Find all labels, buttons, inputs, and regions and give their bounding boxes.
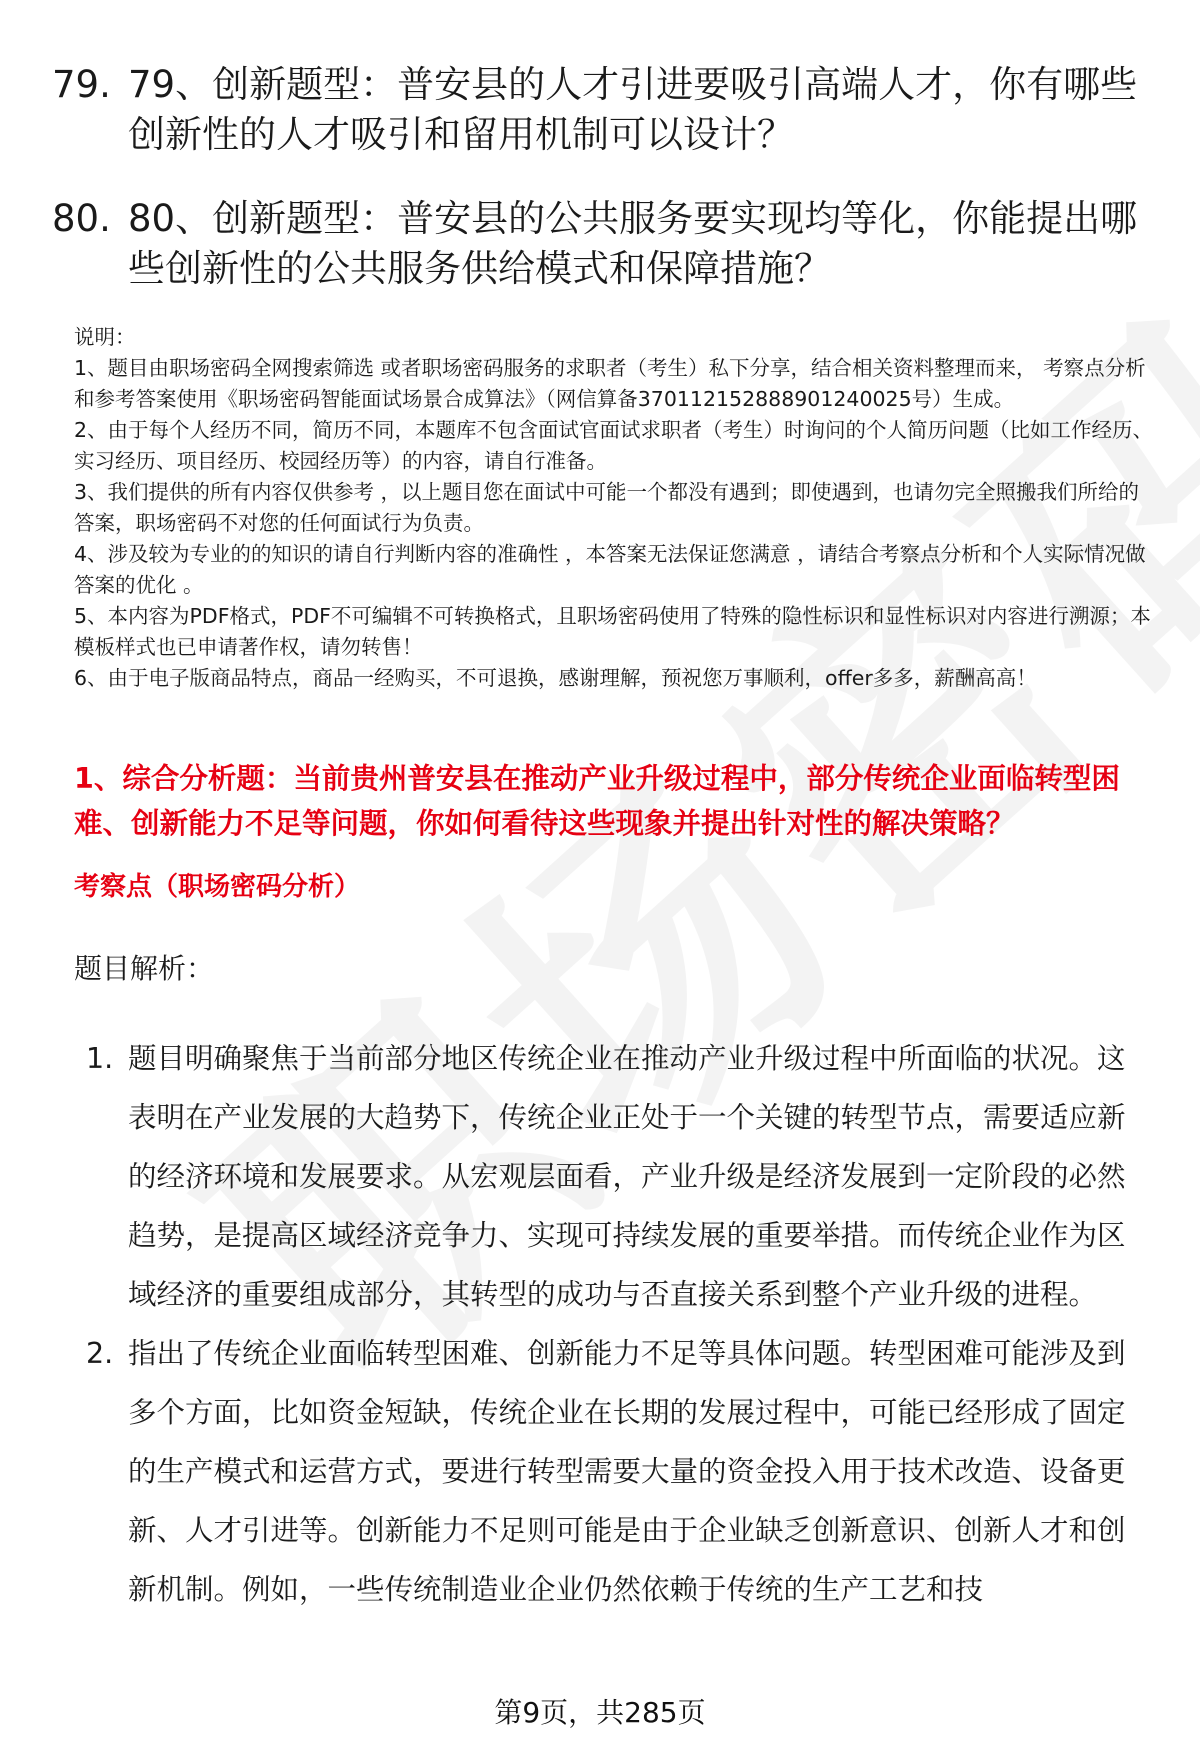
note-line: 1、题目由职场密码全网搜索筛选 或者职场密码服务的求职者（考生）私下分享，结合相关资料整理而来， 考察点分析和参考答案使用《职场密码智能面试场景合成算法》（网信算备370112152888901240025号）生成。 <box>74 356 1146 411</box>
note-line: 6、由于电子版商品特点，商品一经购买，不可退换，感谢理解，预祝您万事顺利，offer多多，薪酬高高！ <box>74 666 1037 690</box>
analysis-item <box>86 1029 1146 1324</box>
analysis-text: 指出了传统企业面临转型困难、创新能力不足等具体问题。转型困难可能涉及到多个方面，比如资金短缺，传统企业在长期的发展过程中，可能已经形成了固定的生产模式和运营方式，要进行转型需要大量的资金投入用于技术改造、设备更新、人才引进等。创新能力不足则可能是由于企业缺乏创新意识、创新人才和创新机制。例如，一些传统制造业企业仍然依赖于传统的生产工艺和技 <box>128 1337 1126 1606</box>
key-point-heading: 考察点（职场密码分析） <box>74 872 361 902</box>
analysis-number: 1. <box>86 1042 114 1075</box>
question-text: 80、创新题型：普安县的公共服务要实现均等化，你能提出哪些创新性的公共服务供给模式和保障措施？ <box>128 197 1138 290</box>
notes-section <box>74 322 1154 694</box>
question-list <box>52 60 1152 328</box>
question-number: 80. <box>52 197 111 240</box>
note-line: 2、由于每个人经历不同，简历不同，本题库不包含面试官面试求职者（考生）时询问的个人简历问题（比如工作经历、实习经历、项目经历、校园经历等）的内容，请自行准备。 <box>74 418 1154 473</box>
page-footer: 第9页，共285页 <box>494 1696 706 1729</box>
question-item <box>52 60 1152 160</box>
note-line: 5、本内容为PDF格式，PDF不可编辑不可转换格式，且职场密码使用了特殊的隐性标识和显性标识对内容进行溯源；本模板样式也已申请著作权，请勿转售！ <box>74 604 1151 659</box>
note-line: 3、我们提供的所有内容仅供参考 ，以上题目您在面试中可能一个都没有遇到；即使遇到，也请勿完全照搬我们所给的答案，职场密码不对您的任何面试行为负责。 <box>74 480 1140 535</box>
question-item <box>52 194 1152 294</box>
analysis-label: 题目解析： <box>74 952 215 985</box>
question-text: 79、创新题型：普安县的人才引进要吸引高端人才，你有哪些创新性的人才吸引和留用机制可以设计？ <box>128 63 1138 156</box>
main-question: 1、综合分析题：当前贵州普安县在推动产业升级过程中，部分传统企业面临转型困难、创新能力不足等问题，你如何看待这些现象并提出针对性的解决策略？ <box>74 762 1120 840</box>
note-line: 4、涉及较为专业的的知识的请自行判断内容的准确性 ，本答案无法保证您满意 ，请结合考察点分析和个人实际情况做答案的优化 。 <box>74 542 1146 597</box>
analysis-item <box>86 1324 1146 1619</box>
analysis-number: 2. <box>86 1337 114 1370</box>
notes-heading: 说明： <box>74 325 136 349</box>
analysis-text: 题目明确聚焦于当前部分地区传统企业在推动产业升级过程中所面临的状况。这表明在产业发展的大趋势下，传统企业正处于一个关键的转型节点，需要适应新的经济环境和发展要求。从宏观层面看，产业升级是经济发展到一定阶段的必然趋势，是提高区域经济竞争力、实现可持续发展的重要举措。而传统企业作为区域经济的重要组成部分，其转型的成功与否直接关系到整个产业升级的进程。 <box>128 1042 1126 1311</box>
question-number: 79. <box>52 63 111 106</box>
analysis-list <box>86 1029 1146 1619</box>
